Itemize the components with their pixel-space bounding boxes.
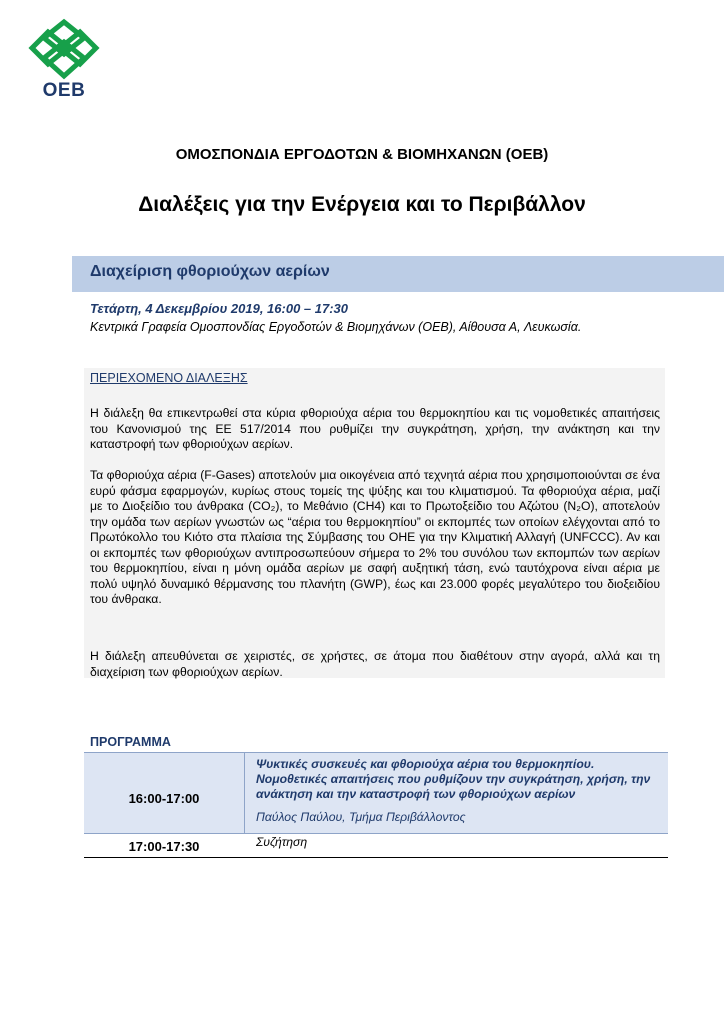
program-time: 17:00-17:30 [128,839,200,854]
logo-text: OEB [42,80,86,101]
program-description: Ψυκτικές συσκευές και φθοριούχα αέρια του θερμοκηπίου. Νομοθετικές απαιτήσεις που ρυθμίζουν την συγκράτηση, χρήση, την ανάκτηση και την καταστροφή των φθοριούχων αερίων [256,757,651,801]
content-paragraph-1: Η διάλεξη θα επικεντρωθεί στα κύρια φθοριούχα αέρια του θερμοκηπίου και τις νομοθετικές απαιτήσεις του Κανονισμού της ΕΕ 517/2014 που ρυθμίζει την συγκράτηση, χρήση, την ανάκτηση και την καταστροφή των φθοριούχων αερίων. [90,406,660,451]
program-time: 16:00-17:00 [128,791,200,806]
event-venue: Κεντρικά Γραφεία Ομοσπονδίας Εργοδοτών & Βιομηχάνων (ΟΕΒ), Αίθουσα Α, Λευκωσία. [90,320,582,334]
content-paragraph-3: Η διάλεξη απευθύνεται σε χειριστές, σε χρήστες, σε άτομα που διαθέτουν στην αγορά, αλλά και τη διαχείριση των φθοριούχων αερίων. [90,649,660,679]
organization-title: ΟΜΟΣΠΟΝΔΙΑ ΕΡΓΟΔΟΤΩΝ & ΒΙΟΜΗΧΑΝΩΝ (ΟΕΒ) [175,146,549,163]
event-date-time: Τετάρτη, 4 Δεκεμβρίου 2019, 16:00 – 17:30 [90,301,349,316]
oeb-interlocking-icon [26,18,102,80]
program-row [84,833,668,858]
content-heading: ΠΕΡΙΕΧΟΜΕΝΟ ΔΙΑΛΕΞΗΣ [90,371,248,385]
topic-title: Διαχείριση φθοριούχων αερίων [90,263,330,280]
column-divider [244,753,245,833]
topic-banner [72,256,724,292]
program-heading: ΠΡΟΓΡΑΜΜΑ [90,735,171,749]
series-title: Διαλέξεις για την Ενέργεια και το Περιβάλλον [138,193,586,216]
program-description: Συζήτηση [256,835,308,849]
content-paragraph-2: Τα φθοριούχα αέρια (F-Gases) αποτελούν μια οικογένεια από τεχνητά αέρια που χρησιμοποιούνται σε ένα ευρύ φάσμα εφαρμογών, κυρίως στους τομείς της ψύξης και του κλιματισμού. Τα φθοριούχα αέρια, μαζί με το Διοξείδιο του άνθρακα (CO₂), το Μεθάνιο (CH4) και το Πρωτοξείδιο του Αζώτου (N₂O), αποτελούν την ομάδα των αερίων γνωστών ως “αέρια του θερμοκηπίου” οι εκπομπές των οποίων ελέγχονται από το Πρωτόκολλο του Κιότο στα πλαίσια της Σύμβασης του ΟΗΕ για την Κλιματική Αλλαγή (UNFCCC). Αν και οι εκπομπές των φθοριούχων αντιπροσωπεύουν σήμερα το 2% του συνόλου των εκπομπών των αερίων του θερμοκηπίου, είναι η μόνη ομάδα αερίων με σαφή αυξητική τάση, ενώ ταυτόχρονα είναι αέρια με πολύ υψηλό δυναμικό θέρμανσης του πλανήτη (GWP), έως και 23.000 φορές μεγαλύτερο του διοξειδίου του άνθρακα. [90,468,660,606]
oeb-logo [26,18,102,104]
program-row [84,752,668,834]
program-speaker: Παύλος Παύλου, Τμήμα Περιβάλλοντος [256,810,466,824]
